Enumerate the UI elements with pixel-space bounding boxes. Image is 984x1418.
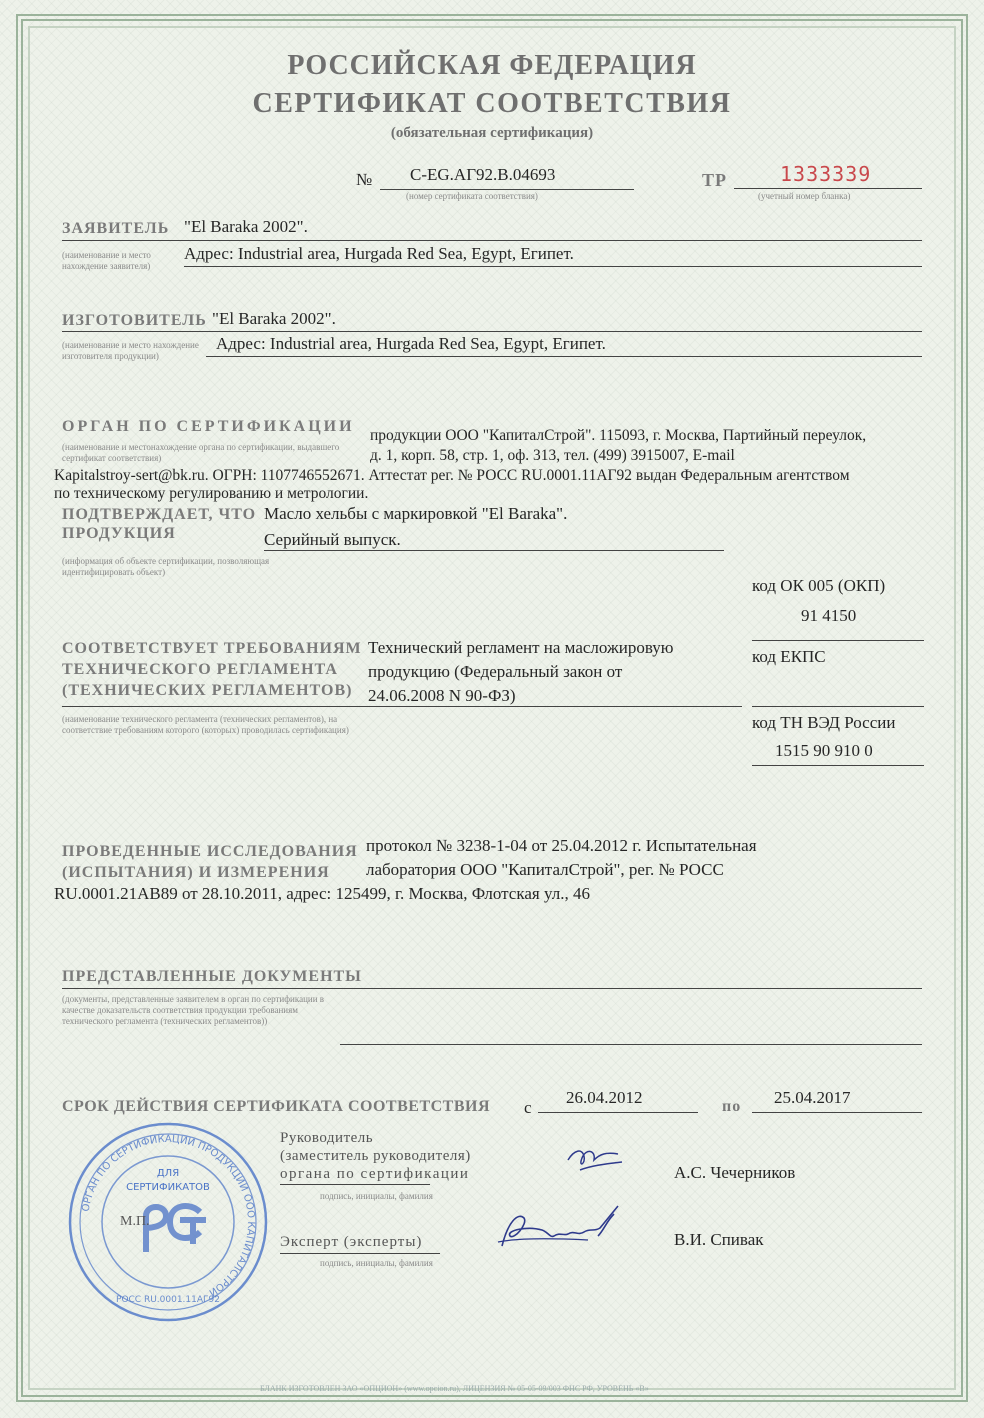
validity-from-date: 26.04.2012 [566, 1088, 643, 1107]
certificate-title: СЕРТИФИКАТ СООТВЕТСТВИЯ [252, 88, 732, 119]
manufacturer-line-2 [206, 356, 922, 357]
applicant-name: "El Baraka 2002". [184, 217, 308, 236]
blank-number-caption: (учетный номер бланка) [758, 191, 851, 201]
certification-body-note: (наименование и местонахождение органа по сертификации, выдавшего сертификат соответствия) [62, 442, 340, 463]
head-title-2: (заместитель руководителя) [280, 1148, 471, 1164]
tnved-code-value: 1515 90 910 0 [775, 741, 873, 760]
head-signature-caption: подпись, инициалы, фамилия [320, 1191, 433, 1201]
tr-label: ТР [702, 170, 728, 190]
manufacturer-name: "El Baraka 2002". [212, 309, 336, 328]
requirements-line [62, 706, 742, 707]
tests-line-2: лаборатория ООО "КапиталСтрой", рег. № РОСС [366, 860, 724, 879]
requirements-label-1: СООТВЕТСТВУЕТ ТРЕБОВАНИЯМ [62, 640, 362, 657]
blank-number: 1333339 [780, 162, 872, 186]
okp-code-line [752, 640, 924, 641]
manufacturer-line-1 [62, 331, 922, 332]
certificate-number-caption: (номер сертификата соответствия) [406, 191, 538, 201]
rst-logo-icon [146, 1206, 206, 1252]
documents-line-2 [340, 1044, 922, 1045]
product-label: ПРОДУКЦИЯ [62, 525, 176, 542]
product-line [264, 550, 724, 551]
requirements-note: (наименование технического регламента (технических регламентов), на соответствие требованиям которого (которых) проводилась сертификация) [62, 714, 349, 735]
head-signature [560, 1140, 630, 1180]
stamp-place-mark: М.П. [120, 1214, 150, 1229]
tests-label-2: (ИСПЫТАНИЯ) И ИЗМЕРЕНИЯ [62, 864, 330, 881]
validity-from-word: с [524, 1098, 532, 1117]
blank-number-line [734, 162, 922, 189]
expert-signature-caption: подпись, инициалы, фамилия [320, 1258, 433, 1268]
okp-code-label: код ОК 005 (ОКП) [752, 576, 886, 595]
product-line-1: Масло хельбы с маркировкой "El Baraka". [264, 504, 568, 523]
certification-body-label: ОРГАН ПО СЕРТИФИКАЦИИ [62, 418, 355, 435]
head-title-3: органа по сертификации [280, 1166, 470, 1182]
documents-note: (документы, представленные заявителем в орган по сертификации в качестве доказательств соответствия продукции требованиям технического регламента (технических регламентов)) [62, 994, 325, 1026]
certification-body-line-4: по техническому регулированию и метрологии. [54, 485, 369, 502]
documents-line-1 [62, 988, 922, 989]
stamp-ring-text: ОРГАН ПО СЕРТИФИКАЦИИ ПРОДУКЦИИ ООО КАПИТАЛСТРОЙ [80, 1133, 257, 1298]
applicant-line-2 [184, 266, 922, 267]
expert-title-line [280, 1253, 440, 1254]
head-title-line [280, 1184, 430, 1185]
head-title-1: Руководитель [280, 1130, 374, 1146]
tnved-code-line [752, 765, 924, 766]
expert-name: В.И. Спивак [674, 1230, 764, 1249]
requirements-label-3: (ТЕХНИЧЕСКИХ РЕГЛАМЕНТОВ) [62, 682, 353, 699]
country-title: РОССИЙСКАЯ ФЕДЕРАЦИЯ [287, 50, 697, 81]
tests-line-1: протокол № 3238-1-04 от 25.04.2012 г. Испытательная [366, 836, 757, 855]
manufacturer-note: (наименование и место нахождение изготовителя продукции) [62, 340, 199, 361]
certificate-number: C-EG.AГ92.B.04693 [410, 165, 556, 184]
applicant-address: Адрес: Industrial area, Hurgada Red Sea, Egypt, Египет. [184, 244, 574, 263]
confirms-label: ПОДТВЕРЖДАЕТ, ЧТО [62, 506, 257, 523]
stamp-center-word: СЕРТИФИКАТОВ [126, 1182, 210, 1193]
head-name: А.С. Чечерников [674, 1163, 796, 1182]
validity-to-date: 25.04.2017 [774, 1088, 851, 1107]
requirements-label-2: ТЕХНИЧЕСКОГО РЕГЛАМЕНТА [62, 661, 338, 678]
certification-body-line-1: продукции ООО "КапиталСтрой". 115093, г. Москва, Партийный переулок, [370, 427, 867, 444]
validity-to-word: по [722, 1098, 742, 1115]
applicant-line-1 [62, 240, 922, 241]
number-sign: № [356, 170, 373, 189]
certification-type: (обязательная сертификация) [390, 125, 594, 141]
stamp-bottom-text: РОСС RU.0001.11АГ92 [116, 1295, 220, 1305]
requirements-line-1: Технический регламент на масложировую [368, 638, 674, 657]
validity-from-line [538, 1086, 698, 1113]
manufacturer-label: ИЗГОТОВИТЕЛЬ [62, 312, 207, 329]
tests-label-1: ПРОВЕДЕННЫЕ ИССЛЕДОВАНИЯ [62, 843, 358, 860]
manufacturer-address: Адрес: Industrial area, Hurgada Red Sea, Egypt, Египет. [216, 334, 606, 353]
validity-label: СРОК ДЕЙСТВИЯ СЕРТИФИКАТА СООТВЕТСТВИЯ [62, 1098, 491, 1115]
expert-title: Эксперт (эксперты) [280, 1234, 423, 1250]
validity-to-line [752, 1086, 922, 1113]
applicant-label: ЗАЯВИТЕЛЬ [62, 220, 170, 237]
certification-body-line-3: Kapitalstroy-sert@bk.ru. ОГРН: 1107746552671. Аттестат рег. № РОСС RU.0001.11АГ92 выдан Федеральным агентством [54, 467, 850, 484]
tnved-code-label: код ТН ВЭД России [752, 713, 896, 732]
certification-body-line-2: д. 1, корп. 58, стр. 1, оф. 313, тел. (499) 3915007, E-mail [370, 447, 735, 464]
footer-imprint: БЛАНК ИЗГОТОВЛЕН ЗАО «ОПЦИОН» (www.opcion.ru), ЛИЦЕНЗИЯ № 05-05-09/003 ФНС РФ, УРОВЕНЬ «В» [260, 1384, 649, 1393]
expert-signature [488, 1192, 628, 1262]
ekps-code-label: код ЕКПС [752, 647, 826, 666]
tests-line-3: RU.0001.21АВ89 от 28.10.2011, адрес: 125499, г. Москва, Флотская ул., 46 [54, 884, 590, 903]
applicant-note: (наименование и место нахождение заявителя) [62, 250, 151, 271]
certificate-number-line [380, 165, 634, 190]
requirements-line-2: продукцию (Федеральный закон от [368, 662, 623, 681]
stamp-center-top: ДЛЯ [156, 1168, 180, 1179]
documents-label: ПРЕДСТАВЛЕННЫЕ ДОКУМЕНТЫ [62, 968, 362, 985]
product-line-2: Серийный выпуск. [264, 530, 401, 549]
okp-code-value: 91 4150 [801, 606, 857, 625]
product-note: (информация об объекте сертификации, позволяющая идентифицировать объект) [62, 556, 270, 577]
requirements-line-3: 24.06.2008 N 90-ФЗ) [368, 686, 516, 705]
certification-stamp [66, 1120, 270, 1324]
ekps-code-line [752, 706, 924, 707]
